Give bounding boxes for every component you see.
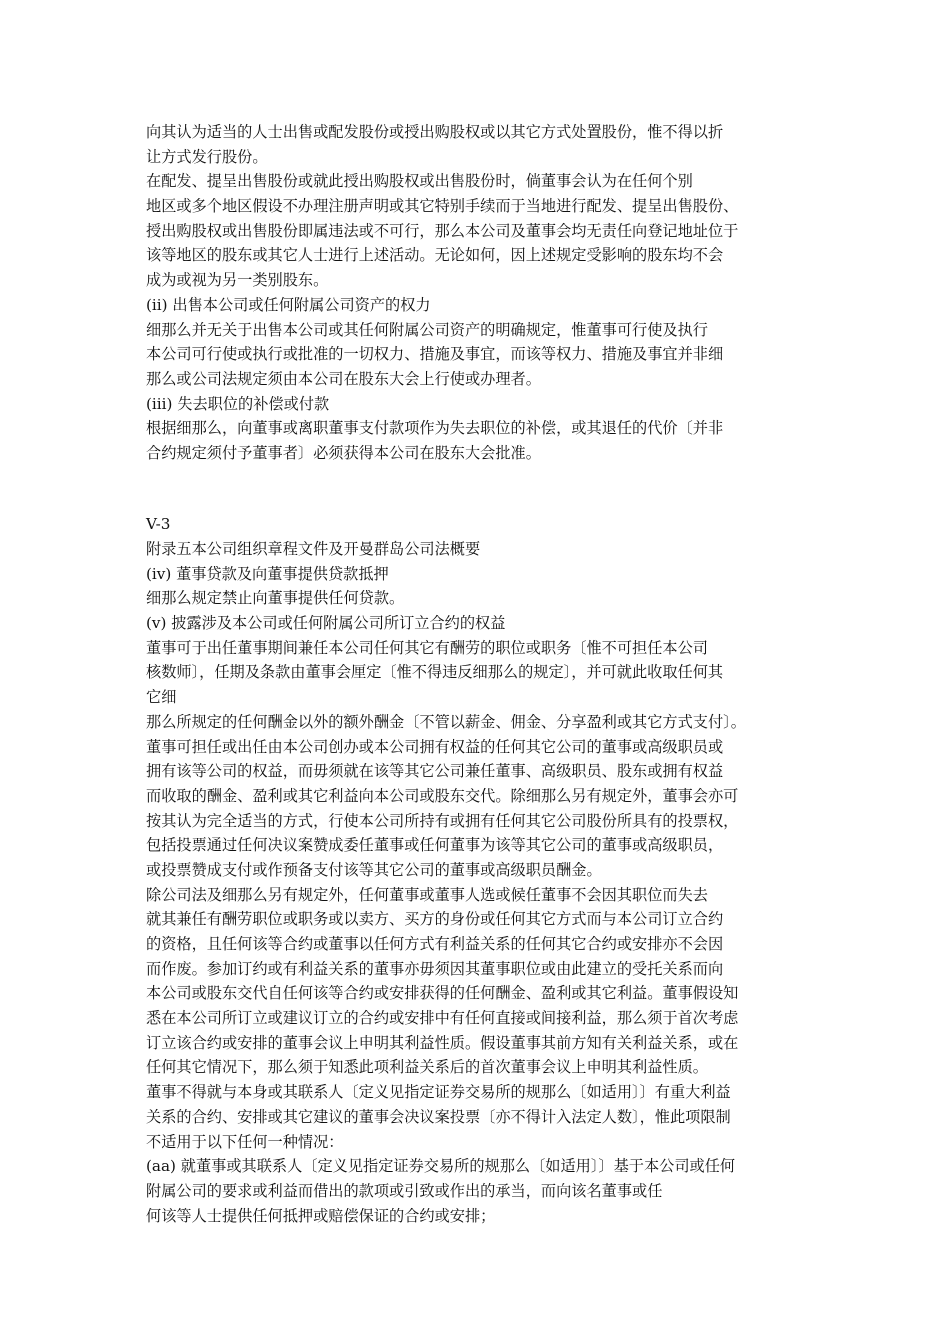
text-line: 何该等人士提供任何抵押或赔偿保证的合约或安排； — [146, 1206, 496, 1225]
text-line: 它细 — [146, 688, 177, 707]
text-line: 的资格，且任何该等合约或董事以任何方式有利益关系的任何其它合约或安排亦不会因 — [146, 935, 724, 953]
text-line: 细那么并无关于出售本公司或其任何附属公司资产的明确规定，惟董事可行使及执行 — [146, 320, 708, 339]
text-line: 就其兼任有酬劳职位或职务或以卖方、买方的身份或任何其它方式而与本公司订立合约 — [146, 910, 724, 929]
text-line: (ii) 出售本公司或任何附属公司资产的权力 — [146, 295, 431, 314]
text-line: 本公司或股东交代自任何该等合约或安排获得的任何酬金、盈利或其它利益。董事假设知 — [146, 984, 739, 1003]
text-line: 而收取的酬金、盈利或其它利益向本公司或股东交代。除细那么另有规定外，董事会亦可 — [146, 786, 739, 805]
text-line: (iii) 失去职位的补偿或付款 — [146, 394, 330, 413]
text-block-2 — [146, 537, 936, 1228]
text-line: 任何其它情况下，那么须于知悉此项利益关系后的首次董事会议上申明其利益性质。 — [146, 1058, 708, 1077]
text-line: 除公司法及细那么另有规定外，任何董事或董事人选或候任董事不会因其职位而失去 — [146, 885, 708, 904]
text-line: 包括投票通过任何决议案赞成委任董事或任何董事为该等其它公司的董事或高级职员， — [146, 836, 724, 855]
text-line: 订立该合约或安排的董事会议上申明其利益性质。假设董事其前方知有关利益关系，或在 — [146, 1033, 739, 1052]
text-line: 授出购股权或出售股份即属违法或不可行，那么本公司及董事会均无责任向登记地址位于 — [146, 221, 739, 240]
text-line: 该等地区的股东或其它人士进行上述活动。无论如何，因上述规定受影响的股东均不会 — [146, 246, 724, 265]
text-line: 董事可于出任董事期间兼任本公司任何其它有酬劳的职位或职务〔惟不可担任本公司 — [146, 638, 708, 657]
text-line: 那么所规定的任何酬金以外的额外酬金〔不管以薪金、佣金、分享盈利或其它方式支付〕。 — [146, 712, 746, 731]
text-line: (iv) 董事贷款及向董事提供贷款抵押 — [146, 564, 389, 583]
text-line: 根据细那么，向董事或离职董事支付款项作为失去职位的补偿，或其退任的代价〔并非 — [146, 419, 724, 438]
text-line: 附属公司的要求或利益而借出的款项或引致或作出的承当，而向该名董事或任 — [146, 1181, 663, 1200]
text-line: 地区或多个地区假设不办理注册声明或其它特别手续而于当地进行配发、提呈出售股份、 — [146, 197, 739, 216]
text-line: 附录五本公司组织章程文件及开曼群岛公司法概要 — [146, 540, 481, 558]
text-line: 那么或公司法规定须由本公司在股东大会上行使或办理者。 — [146, 369, 541, 388]
text-line: 成为或视为另一类别股东。 — [146, 271, 329, 290]
text-line: 不适用于以下任何一种情况： — [146, 1132, 344, 1151]
page-number: V-3 — [146, 515, 171, 534]
section-gap — [146, 490, 936, 512]
text-line: 本公司可行使或执行或批准的一切权力、措施及事宜，而该等权力、措施及事宜并非细 — [146, 345, 724, 364]
text-line: 或投票赞成支付或作预备支付该等其它公司的董事或高级职员酬金。 — [146, 860, 602, 879]
text-line: 而作废。参加订约或有利益关系的董事亦毋须因其董事职位或由此建立的受托关系而向 — [146, 959, 724, 978]
blank-line — [146, 466, 936, 491]
text-line: 让方式发行股份。 — [146, 147, 268, 166]
document-page — [146, 120, 936, 1228]
text-line: 向其认为适当的人士出售或配发股份或授出购股权或以其它方式处置股份，惟不得以折 — [146, 123, 724, 141]
text-block-1 — [146, 120, 936, 466]
text-line: 关系的合约、安排或其它建议的董事会决议案投票〔亦不得计入法定人数〕，惟此项限制 — [146, 1107, 731, 1126]
text-line: 董事可担任或出任由本公司创办或本公司拥有权益的任何其它公司的董事或高级职员或 — [146, 737, 724, 756]
text-line: 按其认为完全适当的方式，行使本公司所持有或拥有任何其它公司股份所具有的投票权， — [146, 811, 739, 830]
text-line: (v) 披露涉及本公司或任何附属公司所订立合约的权益 — [146, 614, 506, 633]
text-line: 董事不得就与本身或其联系人〔定义见指定证券交易所的规那么〔如适用〕〕有重大利益 — [146, 1083, 731, 1102]
text-line: 核数师〕，任期及条款由董事会厘定〔惟不得违反细那么的规定〕，并可就此收取任何其 — [146, 663, 724, 682]
text-line: 在配发、提呈出售股份或就此授出购股权或出售股份时，倘董事会认为在任何个别 — [146, 172, 693, 191]
text-line: 合约规定须付予董事者〕必须获得本公司在股东大会批准。 — [146, 443, 541, 462]
text-line: 细那么规定禁止向董事提供任何贷款。 — [146, 589, 405, 608]
text-line: 悉在本公司所订立或建议订立的合约或安排中有任何直接或间接利益，那么须于首次考虑 — [146, 1009, 739, 1028]
text-line: 拥有该等公司的权益，而毋须就在该等其它公司兼任董事、高级职员、股东或拥有权益 — [146, 762, 724, 781]
text-line: (aa) 就董事或其联系人〔定义见指定证券交易所的规那么〔如适用〕〕基于本公司或任何 — [146, 1157, 736, 1176]
